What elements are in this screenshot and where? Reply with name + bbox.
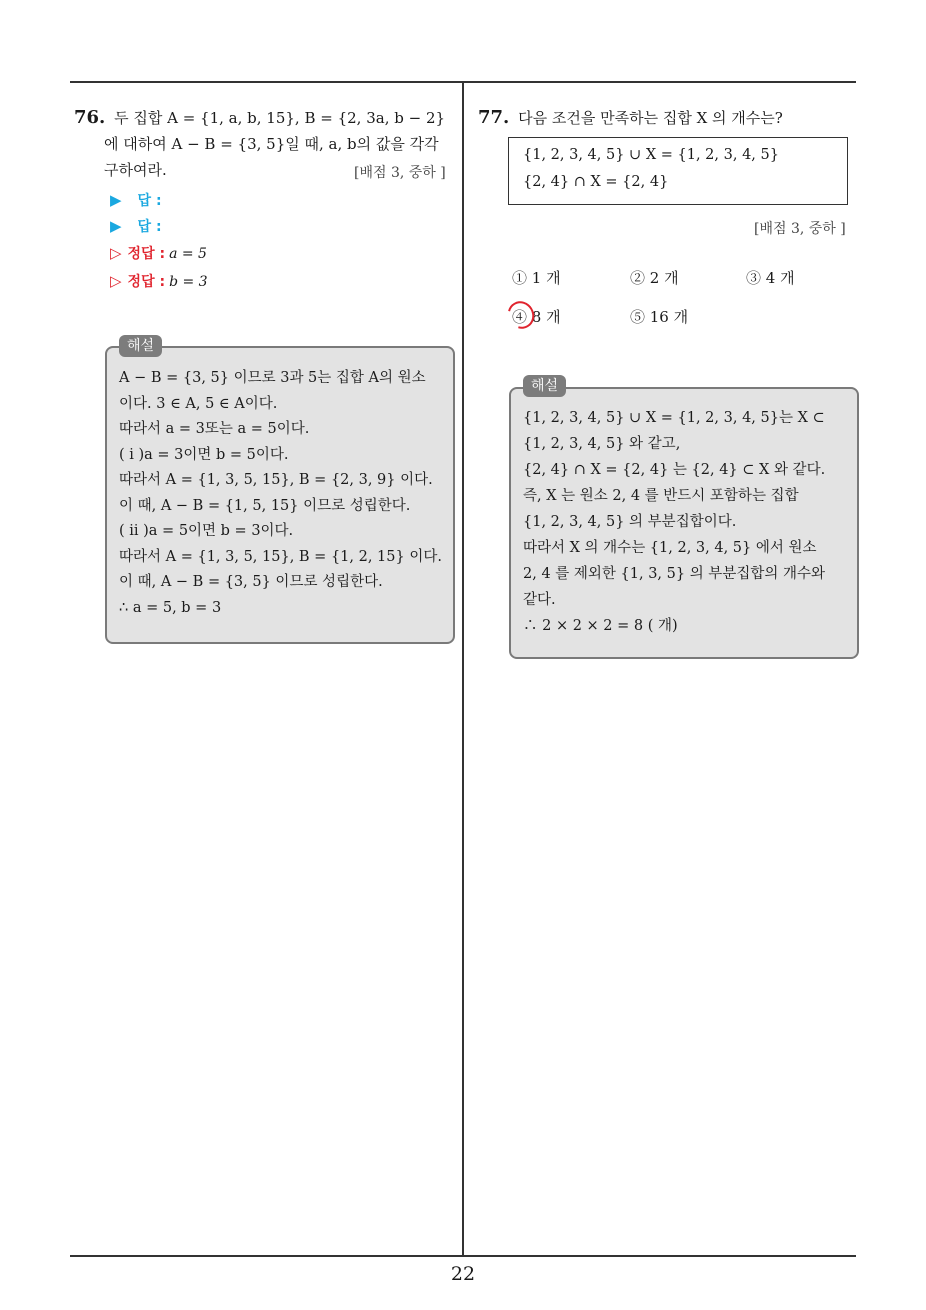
selected-answer-circle-icon <box>503 296 540 333</box>
choice-2[interactable]: ② 2 개 <box>630 269 679 287</box>
explanation-line: 이다. 3 ∈ A, 5 ∈ A이다. <box>119 396 278 412</box>
explanation-line: 같다. <box>523 592 556 608</box>
correct-label: 정답 : <box>127 274 166 290</box>
explanation-line: A − B = {3, 5} 이므로 3과 5는 집합 A의 원소 <box>119 370 426 386</box>
explanation-line: 즉, X 는 원소 2, 4 를 반드시 포함하는 집합 <box>523 488 799 504</box>
play-outline-icon: ▷ <box>110 244 122 262</box>
q76-text-line2: 에 대하여 A − B = {3, 5}일 때, a, b의 값을 각각 <box>104 135 439 153</box>
q76-grade: [배점 3, 중하 ] <box>354 165 446 181</box>
explanation-line: 2, 4 를 제외한 {1, 3, 5} 의 부분집합의 개수와 <box>523 566 825 582</box>
correct-answer-value: b = 3 <box>169 274 208 290</box>
q77-line1 <box>478 107 783 129</box>
q77-number: 77. <box>478 107 510 128</box>
correct-label: 정답 : <box>127 246 166 262</box>
choice-4[interactable]: ④ 8 개 <box>512 308 561 326</box>
q76-text-line1: 두 집합 A = {1, a, b, 15}, B = {2, 3a, b − 2} <box>114 109 446 127</box>
q77-grade: [배점 3, 중하 ] <box>754 221 846 237</box>
explanation-line: {2, 4} ∩ X = {2, 4} 는 {2, 4} ⊂ X 와 같다. <box>523 462 826 478</box>
explanation-line: ( ii )a = 5이면 b = 3이다. <box>119 523 294 539</box>
explanation-line: ( i )a = 3이면 b = 5이다. <box>119 447 289 463</box>
explanation-line: 따라서 A = {1, 3, 5, 15}, B = {1, 2, 15} 이다. <box>119 549 442 565</box>
condition-line: {1, 2, 3, 4, 5} ∪ X = {1, 2, 3, 4, 5} <box>523 147 779 163</box>
q76-number: 76. <box>74 107 106 128</box>
choice-5[interactable]: ⑤ 16 개 <box>630 308 689 326</box>
q76-text-line3: 구하여라. <box>104 161 167 179</box>
explanation-line: 따라서 A = {1, 3, 5, 15}, B = {2, 3, 9} 이다. <box>119 472 433 488</box>
explanation-line: ∴ 2 × 2 × 2 = 8 ( 개) <box>523 618 678 634</box>
explanation-line: 이 때, A − B = {3, 5} 이므로 성립한다. <box>119 574 383 590</box>
condition-line: {2, 4} ∩ X = {2, 4} <box>523 174 669 190</box>
q77-conditions-box <box>508 137 848 205</box>
answer-label: 답 : <box>137 193 162 209</box>
page-number: 22 <box>450 1263 476 1285</box>
correct-answer-value: a = 5 <box>169 246 207 262</box>
q77-explanation-box <box>509 387 859 659</box>
answer-row-1 <box>110 190 162 211</box>
q77-question: 다음 조건을 만족하는 집합 X 의 개수는? <box>518 109 783 127</box>
choice-1[interactable]: ① 1 개 <box>512 269 561 287</box>
q76-explanation-tag: 해설 <box>119 335 162 357</box>
explanation-line: {1, 2, 3, 4, 5} 와 같고, <box>523 436 681 452</box>
explanation-line: {1, 2, 3, 4, 5} 의 부분집합이다. <box>523 514 737 530</box>
correct-answer-row-2 <box>110 271 208 292</box>
explanation-line: {1, 2, 3, 4, 5} ∪ X = {1, 2, 3, 4, 5}는 X ⊂ <box>523 410 825 426</box>
explanation-line: 이 때, A − B = {1, 5, 15} 이므로 성립한다. <box>119 498 411 514</box>
choice-3[interactable]: ③ 4 개 <box>746 269 795 287</box>
column-divider <box>462 82 464 1256</box>
play-icon: ▶ <box>110 217 122 235</box>
play-outline-icon: ▷ <box>110 272 122 290</box>
q77-explanation-tag: 해설 <box>523 375 566 397</box>
answer-row-2 <box>110 216 162 237</box>
play-icon: ▶ <box>110 191 122 209</box>
q76-explanation-box <box>105 346 455 644</box>
explanation-line: 따라서 a = 3또는 a = 5이다. <box>119 421 310 437</box>
bottom-rule <box>70 1255 856 1257</box>
q76-line1 <box>74 107 445 129</box>
explanation-line: ∴ a = 5, b = 3 <box>119 600 222 616</box>
correct-answer-row-1 <box>110 243 207 264</box>
answer-label: 답 : <box>137 219 162 235</box>
explanation-line: 따라서 X 의 개수는 {1, 2, 3, 4, 5} 에서 원소 <box>523 540 817 556</box>
